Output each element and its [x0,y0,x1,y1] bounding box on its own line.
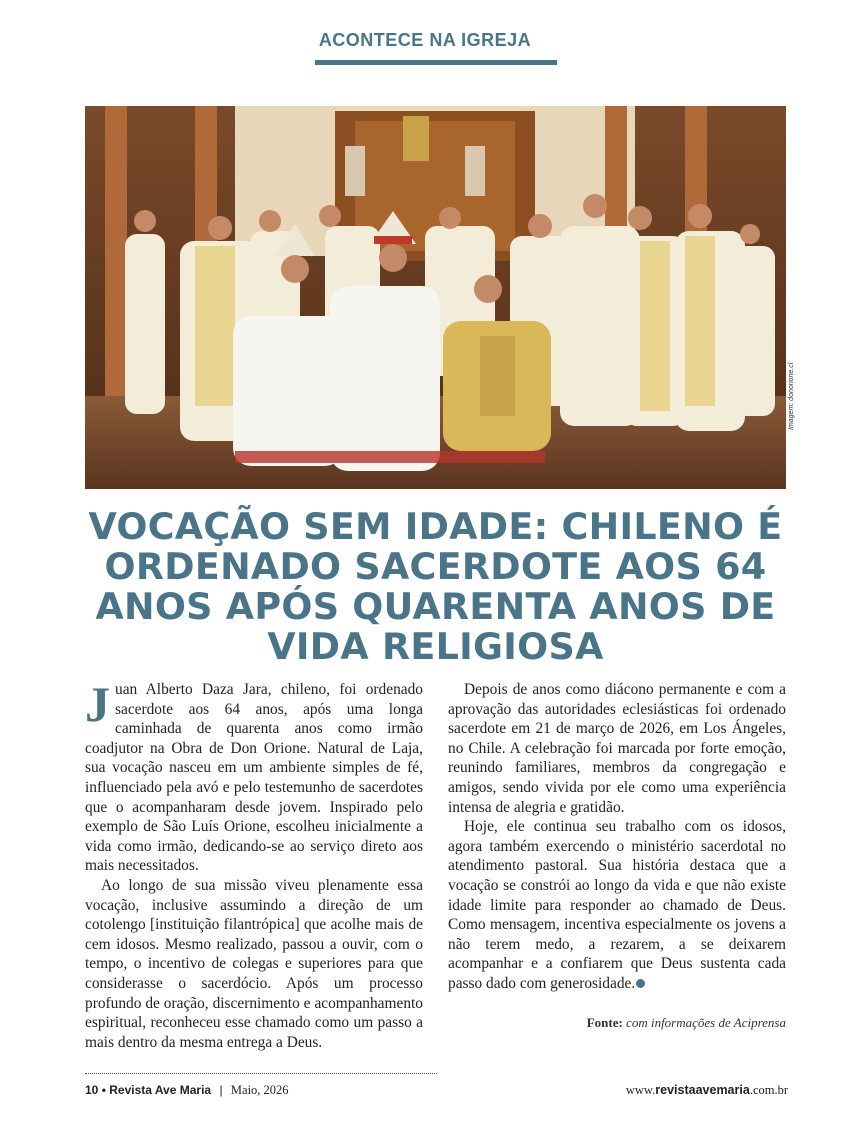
source-text: com informações de Aciprensa [626,1015,786,1030]
section-title: ACONTECE NA IGREJA [318,30,532,50]
article-column-right [448,680,786,994]
source-label: Fonte: [586,1015,623,1030]
issue-date: Maio, 2026 [230,1083,289,1097]
url-suffix: .com.br [749,1083,788,1097]
footer-bullet: • [101,1083,106,1097]
ordination-photo [85,106,786,489]
article-paragraph-2: Ao longo de sua missão viveu plenamente essa vocação, inclusive assumindo a direção de um cotolengo [instituição filantrópica] que acolhe mais de cem idosos. Mesmo realizado, passou a ouvir, com o tempo, o incentivo de colegas e superiores para que considerasse o sacerdócio. Após um processo profundo de oração, discernimento e acompanhamento espiritual, reconheceu esse chamado como um passo a mais dentro da mesma entrega a Deus. [85,876,423,1051]
footer-divider [85,1073,437,1074]
article-paragraph-1 [85,676,423,876]
page-number: 10 [85,1083,99,1097]
paragraph-4-text: Hoje, ele continua seu trabalho com os idosos, agora também exercendo o ministério sacerdotal no atendimento pastoral. Sua história destaca que a vocação se constrói ao longo da vida e que não existe idade limite para responder ao chamado de Deus. Como mensagem, incentiva especialmente os jovens a não terem medo, a rezarem, a se deixarem acompanhar e a confiarem que Deus sustenta cada passo dado com generosidade. [448,818,786,992]
article-paragraph-3: Depois de anos como diácono permanente e com a aprovação das autoridades eclesiásticas foi ordenado sacerdote em 21 de março de 2026, em Los Ángeles, no Chile. A celebração foi marcada por forte emoção, reunindo familiares, membros da congregação e amigos, sendo vivida por ele como uma experiência intensa de alegria e gratidão. [448,681,786,816]
article-column-left [85,676,423,1052]
magazine-website[interactable] [626,1083,788,1098]
url-brand: revistaavemaria [655,1083,750,1097]
article-headline: VOCAÇÃO SEM IDADE: CHILENO É ORDENADO SACERDOTE AOS 64 ANOS APÓS QUARENTA ANOS DE VIDA RELIGIOSA [88,505,783,668]
paragraph-1-text: uan Alberto Daza Jara, chileno, foi ordenado sacerdote aos 64 anos, após uma longa caminhada de quarenta anos como irmão coadjutor na Obra de Don Orione. Natural de Laja, sua vocação nasceu em um ambiente simples de fé, influenciado pela avó e pelo testemunho de sacerdotes que o acompanharam desde jovem. Inspirado pelo exemplo de São Luís Orione, escolheu inicialmente a vida como irmão, dedicando-se ao serviço direto aos mais necessitados. [85,681,423,875]
footer-folio [85,1083,289,1098]
photo-credit: Imagem: donorione.cl [788,362,795,430]
magazine-name: Revista Ave Maria [109,1083,212,1097]
drop-cap: J [85,676,110,732]
article-paragraph-4 [448,817,786,993]
footer-separator: | [219,1083,223,1097]
source-note [587,1015,786,1031]
end-mark-icon [636,979,645,988]
url-prefix: www. [625,1083,656,1097]
section-underline [315,60,557,65]
